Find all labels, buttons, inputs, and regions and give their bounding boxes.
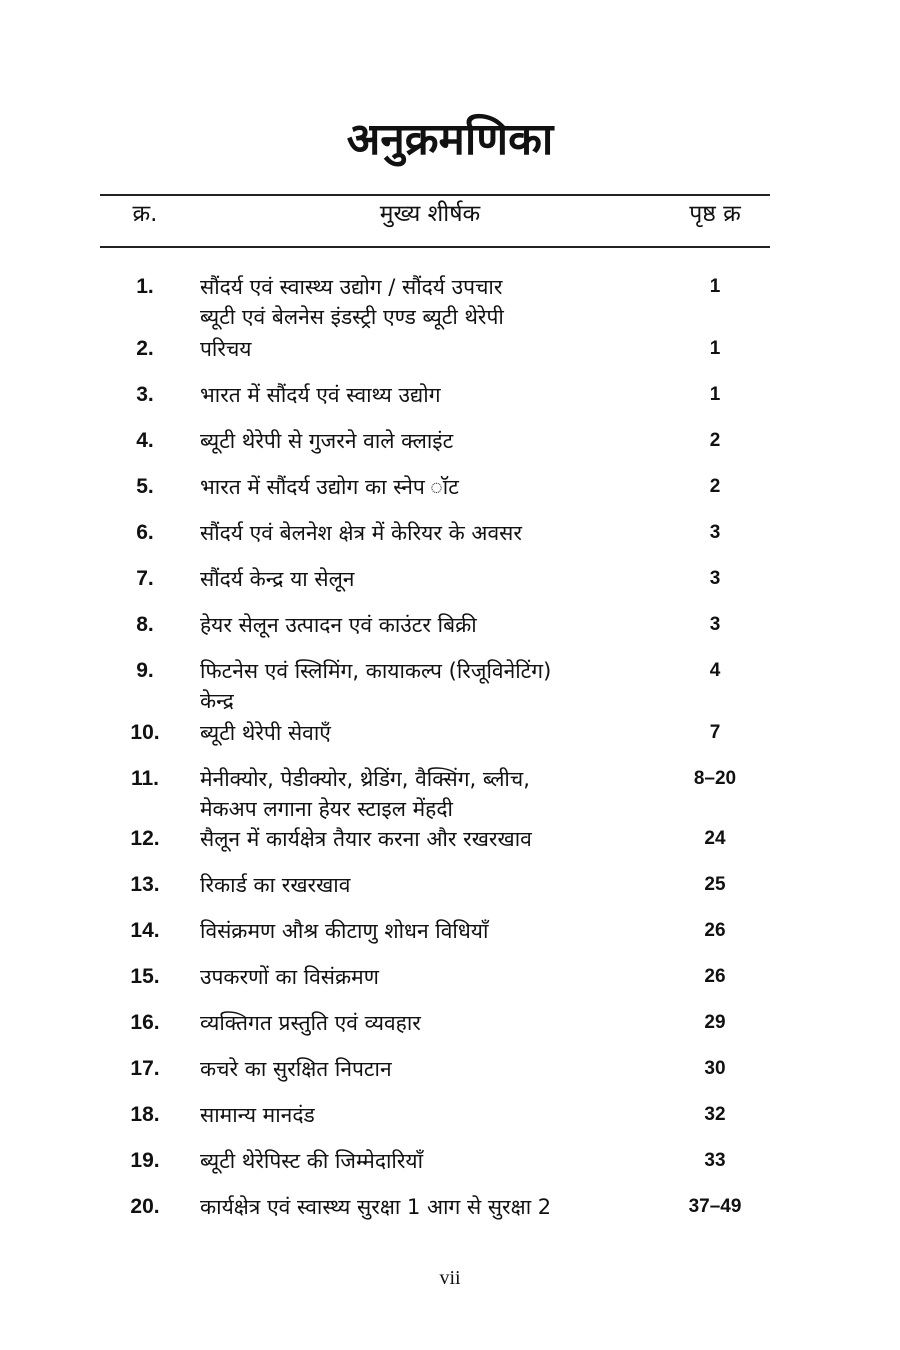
toc-page: 4 <box>709 660 721 681</box>
toc-title <box>200 426 650 456</box>
toc-title <box>200 1100 650 1130</box>
toc-number: 13. <box>130 873 160 896</box>
toc-number: 15. <box>130 965 160 988</box>
toc-title-line: मेनीक्योर, पेडीक्योर, थ्रेडिंग, वैक्सिंग, ब्लीच, <box>200 767 530 791</box>
toc-title-line: ब्यूटी एवं बेलनेस इंडस्ट्री एण्ड ब्यूटी थेरेपी <box>200 305 504 329</box>
toc-title <box>200 472 650 502</box>
toc-page: 1 <box>709 384 721 405</box>
column-header-number: क्र. <box>132 201 158 227</box>
toc-title-line: उपकरणों का विसंक्रमण <box>200 965 379 989</box>
toc-number: 2. <box>136 337 154 360</box>
column-header-title: मुख्य शीर्षक <box>379 201 481 227</box>
toc-title <box>200 1054 650 1084</box>
toc-page: 32 <box>704 1104 726 1125</box>
toc-number: 19. <box>130 1149 160 1172</box>
toc-page: 3 <box>709 568 721 589</box>
toc-title <box>200 272 650 332</box>
toc-number: 3. <box>136 383 154 406</box>
toc-title-line: कार्यक्षेत्र एवं स्वास्थ्य सुरक्षा 1 आग से सुरक्षा 2 <box>200 1195 552 1219</box>
toc-page: 7 <box>709 722 721 743</box>
toc-number: 14. <box>130 919 160 942</box>
toc-number: 12. <box>130 827 160 850</box>
toc-page: 33 <box>704 1150 726 1171</box>
toc-title <box>200 824 650 854</box>
toc-page: 1 <box>709 338 721 359</box>
toc-number: 18. <box>130 1103 160 1126</box>
toc-title <box>200 610 650 640</box>
page-number: vii <box>439 1267 461 1289</box>
toc-title-line: केन्द्र <box>200 689 234 713</box>
toc-number: 8. <box>136 613 154 636</box>
toc-title-line: ब्यूटी थेरेपी से गुजरने वाले क्लाइंट <box>200 429 454 453</box>
toc-title-line: परिचय <box>200 337 252 361</box>
toc-page: 3 <box>709 614 721 635</box>
toc-title-line: ब्यूटी थेरेपिस्ट की जिम्मेदारियाँ <box>200 1149 424 1173</box>
toc-page: 24 <box>704 828 726 849</box>
toc-title <box>200 1192 650 1222</box>
toc-title <box>200 334 650 364</box>
toc-title <box>200 916 650 946</box>
toc-title-line: ब्यूटी थेरेपी सेवाएँ <box>200 721 331 745</box>
toc-title-line: भारत में सौंदर्य एवं स्वाथ्य उद्योग <box>200 383 441 407</box>
toc-title <box>200 380 650 410</box>
toc-page: 26 <box>704 920 726 941</box>
toc-title-line: रिकार्ड का रखरखाव <box>200 873 351 897</box>
toc-title-line: सामान्य मानदंड <box>200 1103 315 1127</box>
toc-page: 2 <box>709 476 721 497</box>
toc-number: 6. <box>136 521 154 544</box>
toc-page: 37–49 <box>688 1196 742 1217</box>
toc-title <box>200 1146 650 1176</box>
toc-page: 3 <box>709 522 721 543</box>
toc-title-line: हेयर सेलून उत्पादन एवं काउंटर बिक्री <box>200 613 477 637</box>
page-title: अनुक्रमणिका <box>346 114 554 165</box>
toc-page: 29 <box>704 1012 726 1033</box>
toc-number: 16. <box>130 1011 160 1034</box>
toc-number: 17. <box>130 1057 160 1080</box>
toc-title <box>200 764 650 824</box>
toc-title <box>200 1008 650 1038</box>
column-header-page: पृष्ठ क्र <box>689 201 741 227</box>
toc-title-line: फिटनेस एवं स्लिमिंग, कायाकल्प (रिजूविनेटिंग) <box>200 659 552 683</box>
toc-title-line: मेकअप लगाना हेयर स्टाइल मेंहदी <box>200 797 453 821</box>
toc-number: 1. <box>136 275 154 298</box>
toc-title-line: कचरे का सुरक्षित निपटान <box>200 1057 392 1081</box>
toc-title <box>200 962 650 992</box>
toc-page: 8–20 <box>693 768 737 789</box>
toc-number: 20. <box>130 1195 160 1218</box>
toc-title <box>200 518 650 548</box>
toc-title <box>200 564 650 594</box>
toc-title-line: सौंदर्य एवं बेलनेश क्षेत्र में केरियर के अवसर <box>200 521 522 545</box>
toc-title <box>200 870 650 900</box>
toc-page: 25 <box>704 874 726 895</box>
toc-title <box>200 656 650 716</box>
toc-number: 4. <box>136 429 154 452</box>
toc-title-line: सैलून में कार्यक्षेत्र तैयार करना और रखरखाव <box>200 827 532 851</box>
toc-page: 2 <box>709 430 721 451</box>
toc-title-line: भारत में सौंदर्य उद्योग का स्नेप ॉट <box>200 475 459 499</box>
toc-title-line: व्यक्तिगत प्रस्तुति एवं व्यवहार <box>200 1011 421 1035</box>
toc-page: 26 <box>704 966 726 987</box>
toc-number: 7. <box>136 567 154 590</box>
toc-page: 1 <box>709 276 721 297</box>
toc-number: 9. <box>136 659 154 682</box>
toc-page: 30 <box>704 1058 726 1079</box>
toc-title <box>200 718 650 748</box>
toc-number: 11. <box>130 767 160 790</box>
toc-title-line: सौंदर्य केन्द्र या सेलून <box>200 567 355 591</box>
toc-title-line: सौंदर्य एवं स्वास्थ्य उद्योग / सौंदर्य उपचार <box>200 275 503 299</box>
toc-number: 5. <box>136 475 154 498</box>
toc-number: 10. <box>130 721 160 744</box>
toc-title-line: विसंक्रमण औश्र कीटाणु शोधन विधियाँ <box>200 919 489 943</box>
